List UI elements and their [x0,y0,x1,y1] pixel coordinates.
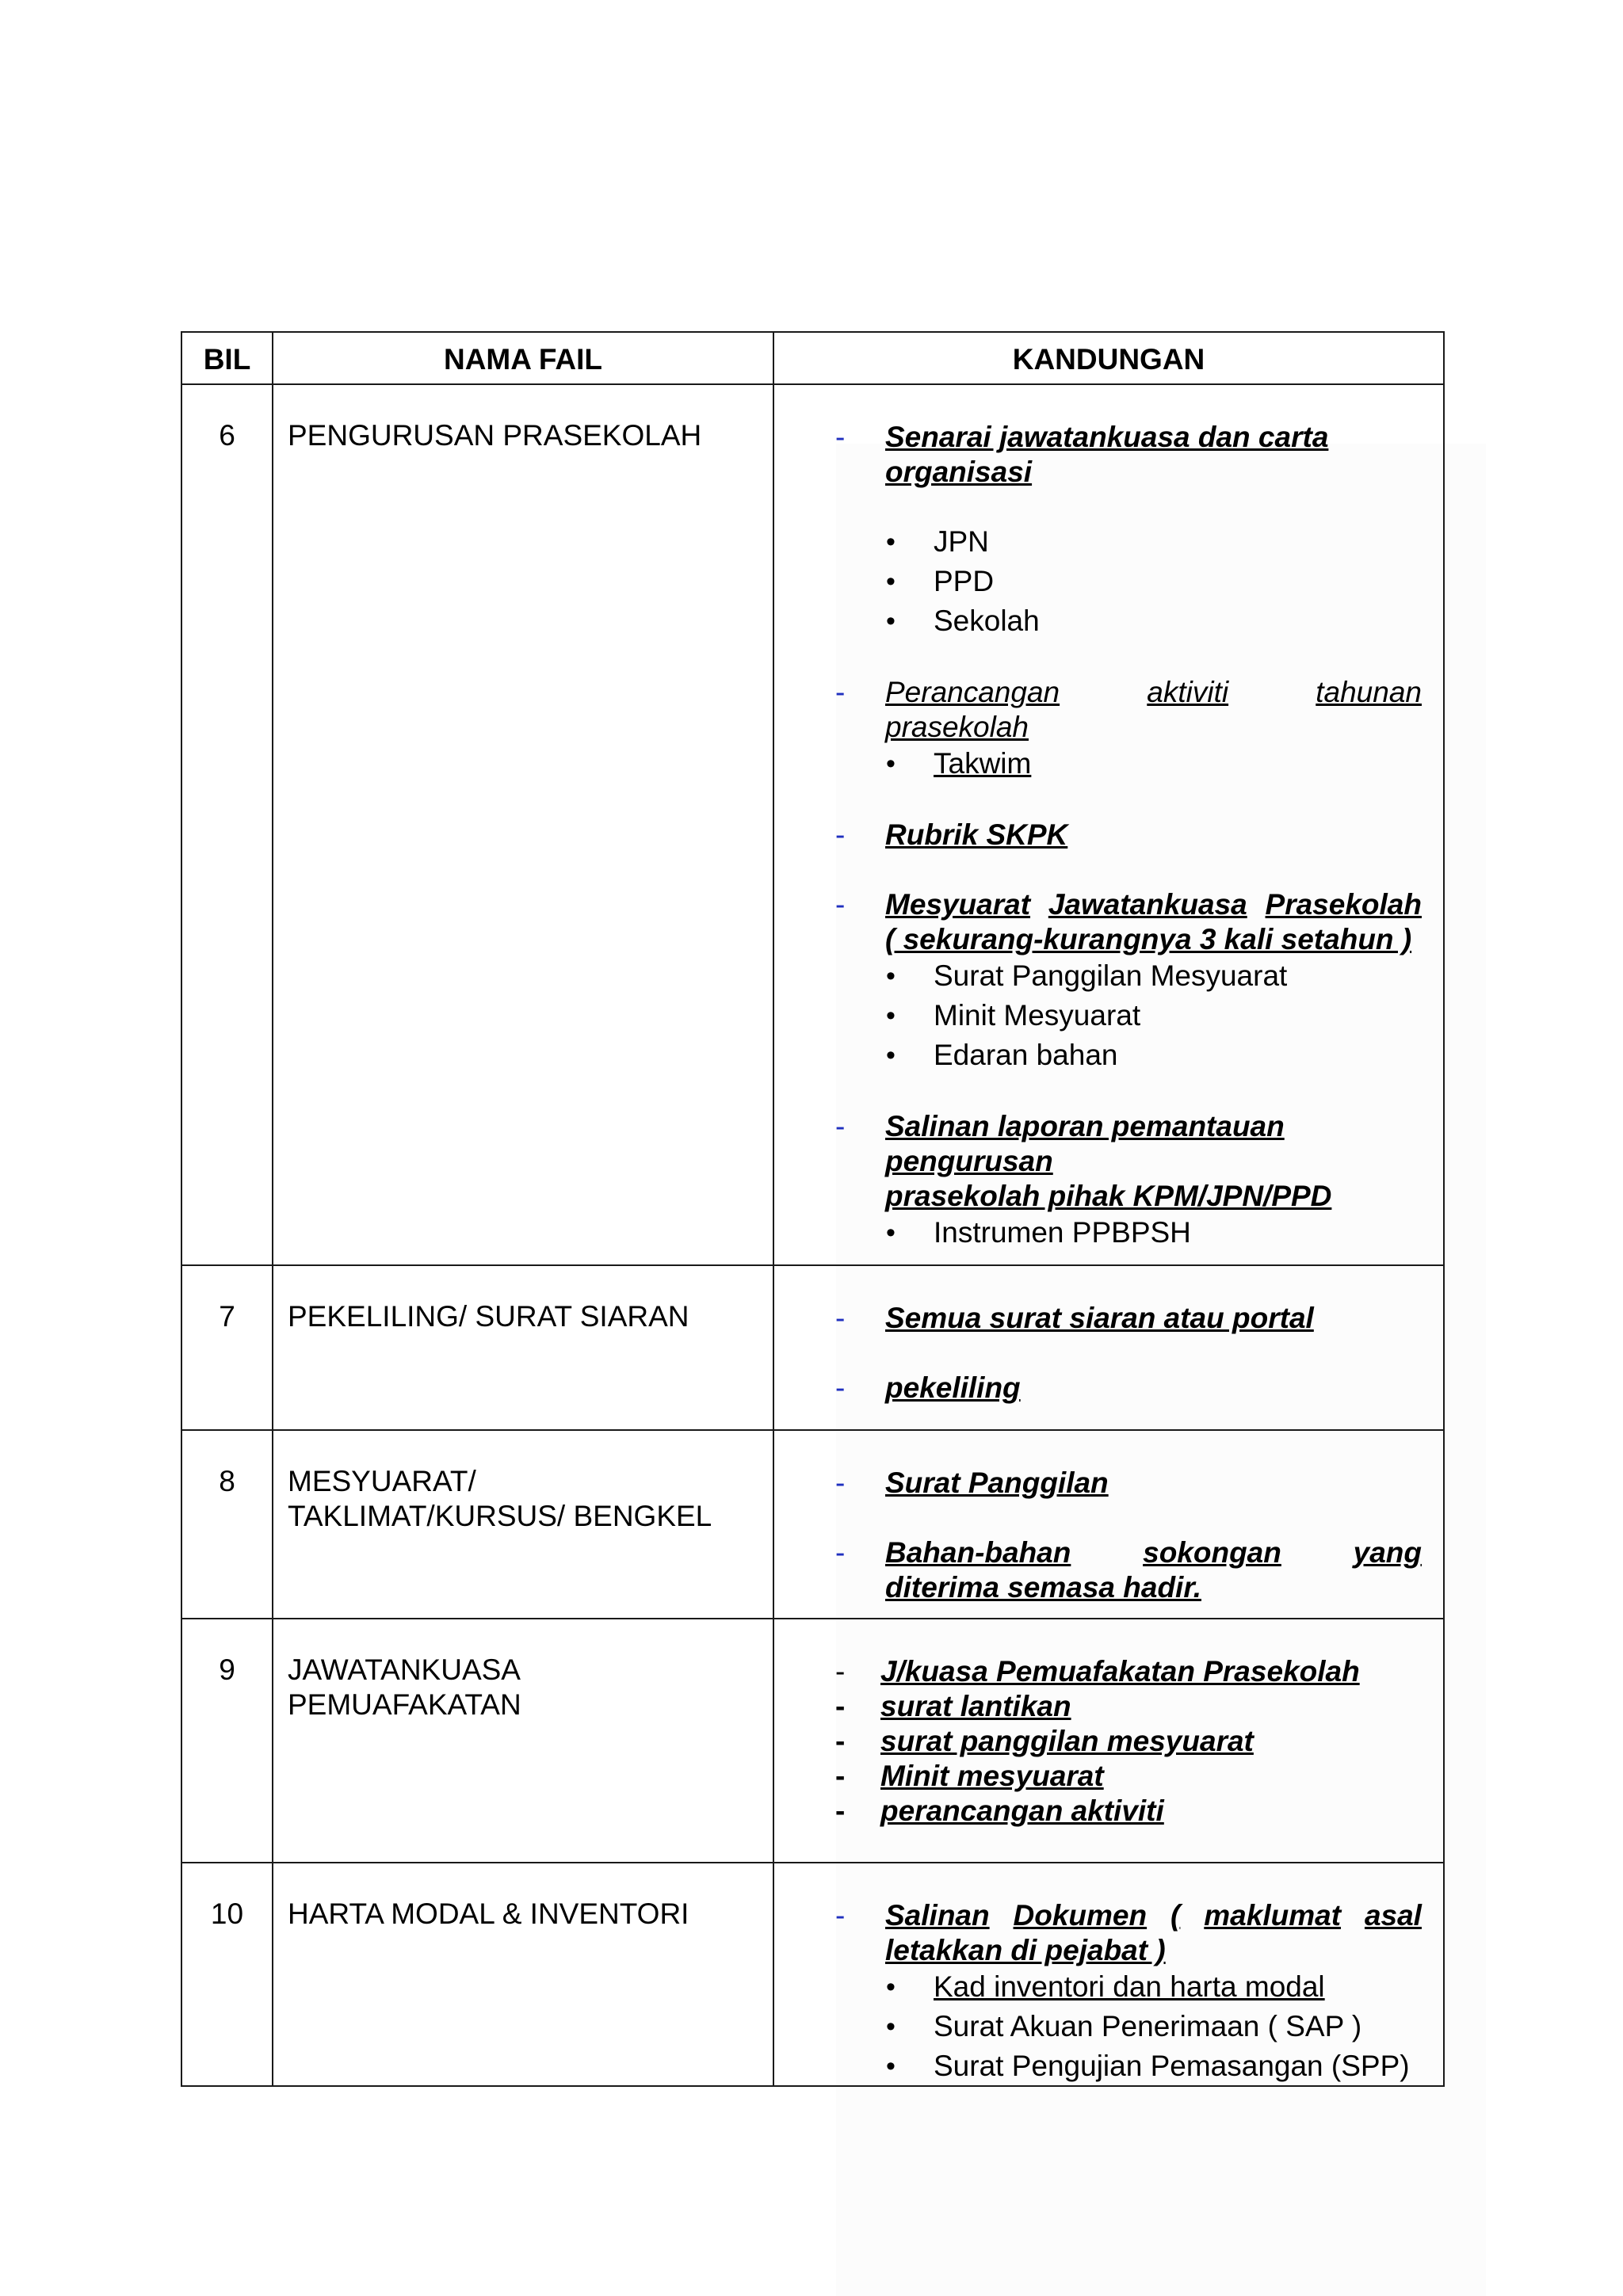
row-9-dash-e: - [835,1794,846,1827]
row-9-file-name-line1: JAWATANKUASA [288,1653,521,1686]
row-9-dash-a: - [835,1655,846,1688]
row-10-item-a-line2: letakkan di pejabat ) [885,1934,1166,1966]
row-6-item-c: Rubrik SKPK [885,818,1068,851]
row-6-item-e-line1: Salinan laporan pemantauan [885,1110,1285,1142]
row-10-number: 10 [210,1897,244,1930]
row-6-item-b-word3: tahunan [1316,676,1422,708]
row-8-file-name-line2: TAKLIMAT/KURSUS/ BENGKEL [288,1500,712,1532]
row-8-item-b-line1 [885,1535,1422,1570]
row-8-item-a: Surat Panggilan [885,1466,1109,1499]
row-6-dash-e: - [835,1110,846,1142]
row-9-item-e: perancangan aktiviti [880,1794,1164,1827]
row-6-dash-b: - [835,676,846,708]
row-6-item-d-word2: Jawatankuasa [1048,888,1247,921]
column-divider-2 [773,331,774,2087]
row-8-number: 8 [219,1465,235,1497]
row-8-dash-b: - [835,1536,846,1569]
row-6-bullet-edaran: • Edaran bahan [934,1038,1117,1073]
row-6-item-d-word3: Prasekolah [1265,888,1422,921]
header-kandungan: KANDUNGAN [1012,343,1205,376]
header-nama-fail: NAMA FAIL [443,343,603,376]
row-6-item-b-line1 [885,675,1422,710]
row-6-number: 6 [219,419,235,452]
row-divider-7 [181,1429,1445,1431]
row-8-item-b-word1: Bahan-bahan [885,1536,1071,1569]
row-10-item-a-word4: maklumat [1204,1899,1342,1932]
row-6-dash-a: - [835,421,846,453]
row-6-item-a-line1: Senarai jawatankuasa dan carta [885,421,1329,453]
row-6-item-a-line2: organisasi [885,456,1033,488]
row-6-bullet-sekolah: • Sekolah [934,604,1040,639]
row-10-dash-a: - [835,1899,846,1932]
table-border-top [181,331,1445,333]
row-7-item-a: Semua surat siaran atau portal [885,1302,1314,1334]
row-6-item-d-line2: ( sekurang-kurangnya 3 kali setahun ) [885,923,1412,955]
row-9-number: 9 [219,1653,235,1686]
row-6-item-e-line3: prasekolah pihak KPM/JPN/PPD [885,1180,1332,1212]
row-8-item-b-word3: yang [1353,1536,1422,1569]
row-10-bullet-sap: • Surat Akuan Penerimaan ( SAP ) [934,2009,1361,2044]
row-divider-9 [181,1862,1445,1863]
row-6-item-e-line2: pengurusan [885,1145,1053,1177]
row-6-bullet-surat-panggilan: • Surat Panggilan Mesyuarat [934,959,1287,994]
table-border-left [181,331,182,2087]
row-6-item-b-word2: aktiviti [1147,676,1229,708]
row-divider-6 [181,1264,1445,1266]
row-9-item-a: J/kuasa Pemuafakatan Prasekolah [880,1655,1360,1688]
row-6-item-b-line2: prasekolah [885,711,1029,743]
column-divider-1 [272,331,273,2087]
row-8-dash-a: - [835,1466,846,1499]
row-10-item-a-word1: Salinan [885,1899,990,1932]
row-10-file-name: HARTA MODAL & INVENTORI [288,1897,689,1930]
row-9-dash-b: - [835,1690,846,1722]
row-6-item-d-word1: Mesyuarat [885,888,1031,921]
table-border-right [1443,331,1445,2087]
row-6-file-name: PENGURUSAN PRASEKOLAH [288,419,702,452]
row-10-item-a-word3: ( [1170,1899,1181,1932]
row-7-dash-a: - [835,1302,846,1334]
row-7-dash-b: - [835,1371,846,1404]
row-6-item-d-line1 [885,887,1422,922]
header-bil: BIL [203,343,251,376]
row-9-dash-d: - [835,1760,846,1792]
row-10-item-a-line1 [885,1898,1422,1933]
row-10-bullet-kad-inventori: • Kad inventori dan harta modal [934,1970,1325,2004]
row-9-file-name-line2: PEMUAFAKATAN [288,1688,521,1721]
row-6-dash-d: - [835,888,846,921]
row-6-dash-c: - [835,818,846,851]
row-6-item-b-word1: Perancangan [885,676,1060,708]
row-10-bullet-spp: • Surat Pengujian Pemasangan (SPP) [934,2049,1410,2084]
row-10-item-a-word2: Dokumen [1013,1899,1148,1932]
row-divider-8 [181,1618,1445,1619]
row-7-file-name: PEKELILING/ SURAT SIARAN [288,1300,689,1333]
row-7-number: 7 [219,1300,235,1333]
row-8-item-b-word2: sokongan [1143,1536,1281,1569]
row-6-bullet-ppd: • PPD [934,564,994,599]
row-6-bullet-minit: • Minit Mesyuarat [934,998,1140,1033]
row-8-item-b-line2: diterima semasa hadir. [885,1571,1201,1604]
header-divider [181,383,1445,385]
row-6-bullet-jpn: • JPN [934,524,989,559]
table-border-bottom [181,2085,1445,2087]
row-6-bullet-takwim: • Takwim [934,746,1031,781]
row-6-bullet-instrumen: • Instrumen PPBPSH [934,1215,1191,1250]
row-10-item-a-word5: asal [1364,1899,1422,1932]
row-8-file-name-line1: MESYUARAT/ [288,1465,476,1497]
row-9-dash-c: - [835,1725,846,1757]
contents-table [181,331,1445,2087]
row-9-item-d: Minit mesyuarat [880,1760,1104,1792]
row-7-item-b: pekeliling [885,1371,1021,1404]
row-9-item-b: surat lantikan [880,1690,1071,1722]
row-9-item-c: surat panggilan mesyuarat [880,1725,1254,1757]
